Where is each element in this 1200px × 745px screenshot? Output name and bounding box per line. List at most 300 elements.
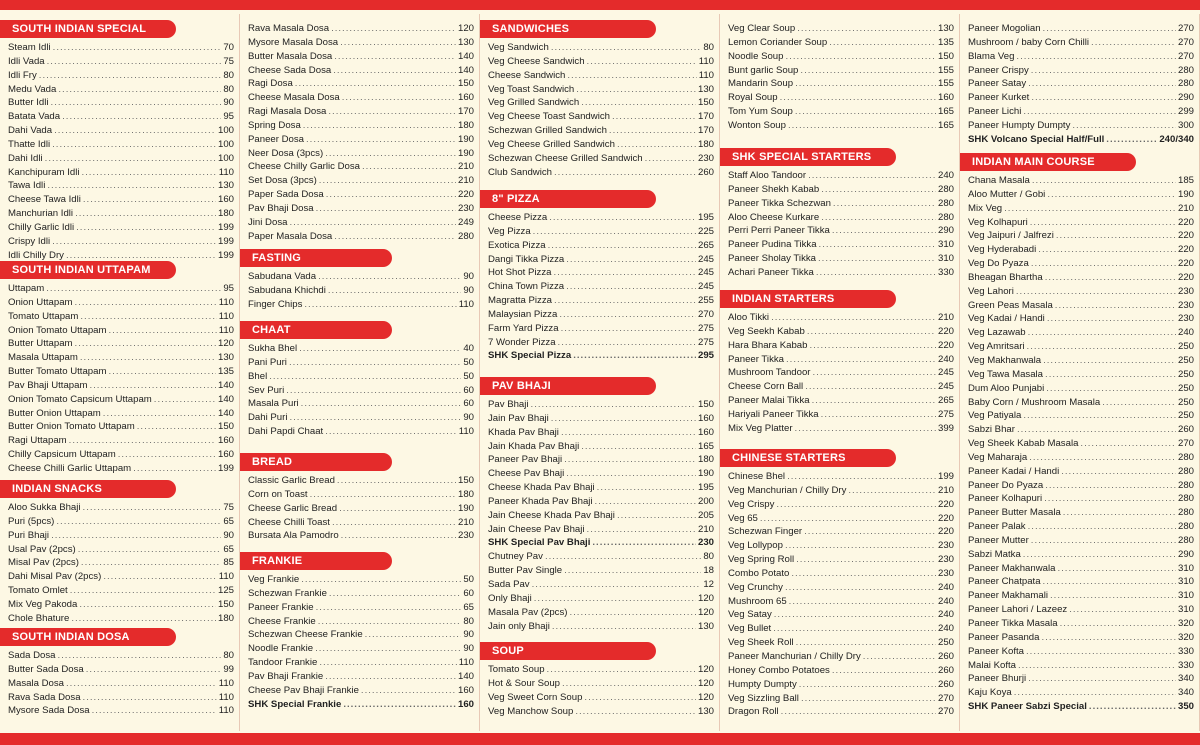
item-price: 280	[1177, 479, 1194, 491]
item-name: Malaysian Pizza	[488, 308, 558, 320]
menu-item	[960, 119, 1200, 133]
menu-item	[0, 612, 240, 626]
dot-leader	[75, 296, 217, 310]
item-price: 220	[937, 526, 954, 538]
dot-leader	[341, 529, 456, 543]
item-name: Mushroom / baby Corn Chilli	[968, 36, 1090, 48]
item-price: 340	[1177, 673, 1194, 685]
item-name: Cheese Corn Ball	[728, 381, 804, 393]
item-price: 270	[937, 706, 954, 718]
dot-leader	[342, 91, 456, 105]
item-name: Dahi Puri	[248, 412, 288, 424]
item-price: 310	[937, 239, 954, 251]
item-price: 199	[217, 462, 234, 474]
menu-item	[960, 534, 1200, 548]
menu-item	[0, 207, 240, 221]
item-name: Kanchipuram Idli	[8, 166, 80, 178]
item-price: 220	[937, 512, 954, 524]
menu-item	[240, 160, 480, 174]
dot-leader	[1031, 534, 1176, 548]
item-name: Crispy Idli	[8, 235, 51, 247]
dot-leader	[1063, 506, 1176, 520]
dot-leader	[780, 91, 936, 105]
item-name: Hot & Sour Soup	[488, 677, 560, 689]
item-name: Veg Manchow Soup	[488, 705, 574, 717]
item-price: 250	[1177, 396, 1194, 408]
menu-item	[0, 393, 240, 407]
item-name: Paneer Kurket	[968, 92, 1030, 104]
item-price: 60	[463, 587, 474, 599]
menu-item	[720, 91, 960, 105]
item-name: Veg Tawa Masala	[968, 368, 1044, 380]
item-price: 90	[463, 412, 474, 424]
dot-leader	[81, 166, 216, 180]
item-price: 90	[463, 284, 474, 296]
menu-item	[0, 55, 240, 69]
menu-section-fasting	[240, 249, 480, 312]
item-price: 160	[457, 92, 474, 104]
menu-item	[0, 310, 240, 324]
item-price: 190	[697, 468, 714, 480]
item-name: Idli Vada	[8, 55, 45, 67]
dot-leader	[1023, 409, 1176, 423]
item-price: 210	[1177, 202, 1194, 214]
item-name: Veg Makhanwala	[968, 354, 1042, 366]
dot-leader	[760, 512, 936, 526]
dot-leader	[786, 353, 936, 367]
menu-item	[960, 617, 1200, 631]
item-price: 18	[703, 565, 714, 577]
item-price: 230	[1177, 285, 1194, 297]
item-price: 350	[1177, 701, 1194, 713]
section-header: SANDWICHES	[480, 20, 656, 38]
menu-item	[240, 284, 480, 298]
menu-item	[960, 631, 1200, 645]
menu-item	[720, 705, 960, 719]
menu-item	[960, 465, 1200, 479]
menu-item	[720, 211, 960, 225]
item-name: Idli Chilly Dry	[8, 249, 64, 261]
item-name: Paneer Sholay Tikka	[728, 253, 816, 265]
item-name: Veg Sizzling Ball	[728, 692, 799, 704]
item-price: 200	[697, 495, 714, 507]
item-price: 270	[697, 308, 714, 320]
item-name: Dahi Idli	[8, 152, 43, 164]
dot-leader	[799, 678, 936, 692]
item-price: 40	[463, 343, 474, 354]
item-name: China Town Pizza	[488, 281, 565, 293]
menu-item	[0, 41, 240, 55]
menu-item	[0, 501, 240, 515]
menu-item	[480, 550, 720, 564]
item-name: Paneer Satay	[968, 78, 1027, 90]
dot-leader	[81, 556, 221, 570]
menu-item	[720, 422, 960, 436]
item-name: Cheese Khada Pav Bhaji	[488, 482, 595, 494]
menu-item	[960, 326, 1200, 340]
menu-item	[960, 437, 1200, 451]
menu-item	[480, 225, 720, 239]
menu-item	[960, 36, 1200, 50]
dot-leader	[552, 620, 696, 634]
menu-item	[960, 492, 1200, 506]
item-name: Paneer Lichi	[968, 106, 1022, 118]
item-name: Paneer Tikka Schezwan	[728, 197, 831, 209]
menu-item	[480, 453, 720, 467]
item-price: 110	[218, 296, 234, 308]
item-price: 310	[937, 253, 954, 265]
dot-leader	[103, 407, 216, 421]
item-price: 290	[937, 225, 954, 237]
item-name: Hara Bhara Kabab	[728, 339, 808, 351]
dot-leader	[80, 310, 216, 324]
item-name: Chutney Pav	[488, 551, 543, 563]
item-price: 290	[1177, 92, 1194, 104]
menu-item	[480, 211, 720, 225]
dot-leader	[154, 393, 216, 407]
item-price: 95	[223, 283, 234, 294]
item-price: 260	[937, 650, 954, 662]
item-price: 65	[463, 601, 474, 613]
item-price: 170	[697, 111, 714, 123]
dot-leader	[795, 105, 936, 119]
item-price: 130	[697, 620, 714, 632]
item-name: Finger Chips	[248, 298, 303, 310]
menu-item	[960, 202, 1200, 216]
item-name: Noodle Frankie	[248, 643, 314, 655]
menu-item	[240, 628, 480, 642]
item-price: 100	[217, 125, 234, 137]
item-price: 110	[218, 324, 234, 336]
item-price: 110	[218, 705, 234, 717]
dot-leader	[301, 573, 461, 587]
dot-leader	[592, 536, 696, 550]
dot-leader	[788, 119, 936, 133]
item-name: Sev Puri	[248, 384, 285, 396]
dot-leader	[56, 515, 221, 529]
dot-leader	[576, 83, 696, 97]
menu-item	[240, 174, 480, 188]
menu-item	[0, 434, 240, 448]
item-price: 190	[457, 147, 474, 159]
menu-item	[720, 408, 960, 422]
item-name: Ragi Masala Dosa	[248, 106, 327, 118]
item-price: 210	[457, 516, 474, 528]
menu-item	[720, 567, 960, 581]
item-name: Butter Onion Tomato Uttapam	[8, 421, 135, 433]
dot-leader	[310, 488, 456, 502]
item-name: Veg Crispy	[728, 498, 775, 510]
menu-item	[960, 243, 1200, 257]
menu-item	[240, 147, 480, 161]
item-name: Aloo Cheese Kurkare	[728, 211, 820, 223]
menu-item	[720, 678, 960, 692]
item-price: 270	[1177, 36, 1194, 48]
item-name: Paneer Chatpata	[968, 576, 1041, 588]
dot-leader	[532, 578, 702, 592]
menu-item	[480, 663, 720, 677]
item-price: 190	[457, 133, 474, 145]
dot-leader	[329, 587, 461, 601]
dot-leader	[1056, 229, 1176, 243]
item-price: 260	[937, 664, 954, 676]
menu-item	[960, 686, 1200, 700]
menu-item	[480, 440, 720, 454]
item-price: 210	[937, 484, 954, 496]
dot-leader	[551, 41, 702, 55]
item-price: 210	[697, 523, 714, 535]
dot-leader	[79, 598, 216, 612]
menu-item	[240, 356, 480, 370]
dot-leader	[1046, 382, 1176, 396]
item-price: 90	[463, 629, 474, 641]
item-name: Dahi Misal Pav (2pcs)	[8, 571, 102, 583]
item-name: Mix Veg Pakoda	[8, 598, 78, 610]
dot-leader	[1072, 119, 1176, 133]
item-price: 275	[697, 322, 714, 334]
item-name: Malai Kofta	[968, 659, 1016, 671]
item-name: Paneer Mutter	[968, 534, 1029, 546]
menu-item	[0, 83, 240, 97]
item-name: Paneer Makhanwala	[968, 562, 1056, 574]
menu-item	[720, 581, 960, 595]
item-price: 280	[1177, 451, 1194, 463]
item-price: 195	[697, 212, 714, 223]
item-price: 120	[697, 677, 714, 689]
item-price: 165	[937, 119, 954, 131]
menu-item	[720, 169, 960, 183]
item-name: Veg Do Pyaza	[968, 258, 1029, 270]
dot-leader	[561, 322, 696, 336]
menu-item	[720, 339, 960, 353]
item-name: Pav Bhaji Frankie	[248, 670, 324, 682]
menu-section-indian-snacks	[0, 480, 240, 626]
item-price: 320	[1177, 618, 1194, 629]
dot-leader	[1043, 575, 1176, 589]
item-price: 240	[937, 353, 954, 365]
menu-item	[0, 152, 240, 166]
dot-leader	[807, 325, 936, 339]
item-price: 230	[1177, 313, 1194, 325]
item-name: Mix Veg	[968, 202, 1003, 214]
item-price: 140	[457, 64, 474, 76]
item-price: 220	[1177, 244, 1194, 256]
item-price: 110	[218, 166, 234, 178]
dot-leader	[561, 426, 696, 440]
item-name: Humpty Dumpty	[728, 678, 797, 690]
item-name: Veg Sheek Kabab Masala	[968, 438, 1079, 450]
menu-item	[960, 575, 1200, 589]
section-header: BREAD	[240, 453, 392, 471]
menu-item	[0, 529, 240, 543]
item-price: 230	[937, 540, 954, 552]
item-name: Schezwan Finger	[728, 526, 803, 538]
item-name: Honey Combo Potatoes	[728, 664, 830, 676]
item-name: Tomato Uttapam	[8, 310, 79, 322]
item-price: 160	[217, 194, 234, 206]
menu-item	[720, 36, 960, 50]
dot-leader	[791, 567, 936, 581]
item-price: 165	[937, 106, 954, 118]
menu-item	[720, 311, 960, 325]
dot-leader	[1045, 479, 1176, 493]
item-name: Veg Kadai / Handi	[968, 313, 1045, 325]
menu-item	[0, 324, 240, 338]
dot-leader	[1041, 631, 1176, 645]
item-name: Bursata Ala Pamodro	[248, 530, 339, 542]
menu-item	[720, 197, 960, 211]
menu-item	[960, 354, 1200, 368]
item-name: Kaju Koya	[968, 687, 1012, 699]
menu-item	[720, 266, 960, 280]
menu-item	[720, 608, 960, 622]
item-price: 120	[217, 338, 234, 350]
item-price: 290	[1177, 548, 1194, 560]
item-price: 245	[697, 267, 714, 279]
item-price: 220	[457, 189, 474, 201]
item-name: Mushroom 65	[728, 595, 787, 607]
menu-item	[240, 384, 480, 398]
dot-leader	[818, 252, 936, 266]
menu-section-continued	[960, 20, 1200, 147]
item-name: Sabudana Vada	[248, 271, 317, 282]
item-name: Jain only Bhaji	[488, 620, 550, 632]
dot-leader	[1047, 188, 1176, 202]
dot-leader	[286, 384, 461, 398]
item-price: 180	[217, 208, 234, 220]
item-price: 220	[1177, 271, 1194, 283]
item-name: Aloo Mutter / Gobi	[968, 188, 1046, 200]
item-price: 140	[217, 393, 234, 405]
item-price: 280	[1177, 78, 1194, 90]
item-price: 120	[457, 23, 474, 34]
item-price: 65	[223, 515, 234, 527]
dot-leader	[58, 83, 221, 97]
menu-column-3	[480, 14, 720, 731]
dot-leader	[821, 211, 936, 225]
item-price: 245	[697, 281, 714, 293]
item-name: Paneer Pasanda	[968, 631, 1040, 643]
menu-item	[720, 553, 960, 567]
menu-section-bread	[240, 453, 480, 543]
menu-item	[240, 516, 480, 530]
dot-leader	[609, 124, 696, 138]
dot-leader	[531, 398, 696, 412]
item-price: 160	[457, 684, 474, 696]
dot-leader	[773, 622, 936, 636]
item-price: 100	[217, 152, 234, 164]
dot-leader	[325, 147, 456, 161]
item-name: Butter Masala Dosa	[248, 50, 333, 62]
item-price: 130	[937, 23, 954, 34]
dot-leader	[1028, 77, 1176, 91]
item-price: 130	[217, 352, 234, 364]
menu-item	[720, 636, 960, 650]
item-price: 150	[457, 78, 474, 90]
section-header: SOUTH INDIAN UTTAPAM	[0, 261, 176, 279]
menu-item	[240, 684, 480, 698]
item-price: 150	[697, 399, 714, 410]
dot-leader	[547, 663, 696, 677]
menu-item	[720, 512, 960, 526]
menu-item	[0, 543, 240, 557]
item-price: 260	[1177, 424, 1194, 436]
dot-leader	[316, 601, 462, 615]
item-price: 240	[937, 595, 954, 607]
dot-leader	[795, 422, 936, 436]
dot-leader	[1027, 340, 1176, 354]
item-name: Veg Pizza	[488, 225, 531, 237]
item-price: 280	[1177, 521, 1194, 533]
item-name: Paneer Humpty Dumpty	[968, 119, 1071, 131]
menu-item	[960, 257, 1200, 271]
dot-leader	[52, 138, 216, 152]
dot-leader	[1028, 520, 1176, 534]
dot-leader	[51, 96, 222, 110]
menu-item	[240, 670, 480, 684]
menu-item	[960, 382, 1200, 396]
menu-item	[0, 296, 240, 310]
item-name: Onion Uttapam	[8, 296, 73, 308]
item-name: Paneer Manchurian / Chilly Dry	[728, 650, 861, 662]
item-name: Mysore Masala Dosa	[248, 36, 339, 48]
dot-leader	[83, 501, 222, 515]
dot-leader	[331, 22, 456, 36]
item-name: Cheese Pav Bhaji	[488, 468, 565, 480]
menu-item	[480, 41, 720, 55]
item-price: 180	[697, 138, 714, 150]
dot-leader	[69, 434, 216, 448]
dot-leader	[821, 183, 936, 197]
item-price: 295	[697, 350, 714, 362]
item-name: Paneer Frankie	[248, 601, 314, 613]
item-name: Cheese Chilli Toast	[248, 516, 330, 528]
menu-item	[720, 394, 960, 408]
section-header: INDIAN STARTERS	[720, 290, 896, 308]
item-name: Veg Sweet Corn Soup	[488, 691, 583, 703]
item-name: Tomato Omlet	[8, 585, 68, 597]
dot-leader	[108, 324, 216, 338]
item-price: 330	[1177, 645, 1194, 657]
item-price: 240/340	[1159, 133, 1194, 145]
menu-item	[480, 578, 720, 592]
item-price: 125	[217, 585, 234, 597]
item-name: SHK Special Pav Bhaji	[488, 537, 591, 549]
item-price: 240	[937, 170, 954, 181]
dot-leader	[1031, 64, 1176, 78]
dot-leader	[75, 337, 216, 351]
item-price: 240	[1177, 327, 1194, 339]
item-price: 280	[1177, 493, 1194, 505]
item-price: 160	[217, 449, 234, 461]
item-name: Farm Yard Pizza	[488, 322, 559, 334]
item-name: Aloo Tikki	[728, 312, 770, 323]
menu-item	[480, 412, 720, 426]
dot-leader	[1061, 465, 1176, 479]
dot-leader	[554, 166, 696, 180]
item-price: 80	[703, 42, 714, 53]
dot-leader	[581, 440, 696, 454]
item-price: 60	[463, 384, 474, 396]
dot-leader	[1060, 617, 1176, 631]
menu-item	[240, 216, 480, 230]
item-name: Pav Bhaji Uttapam	[8, 379, 88, 391]
item-name: Cheese Garlic Bread	[248, 502, 338, 514]
menu-item	[240, 22, 480, 36]
item-price: 50	[463, 574, 474, 585]
menu-item	[720, 252, 960, 266]
item-name: Veg Spring Roll	[728, 554, 795, 566]
